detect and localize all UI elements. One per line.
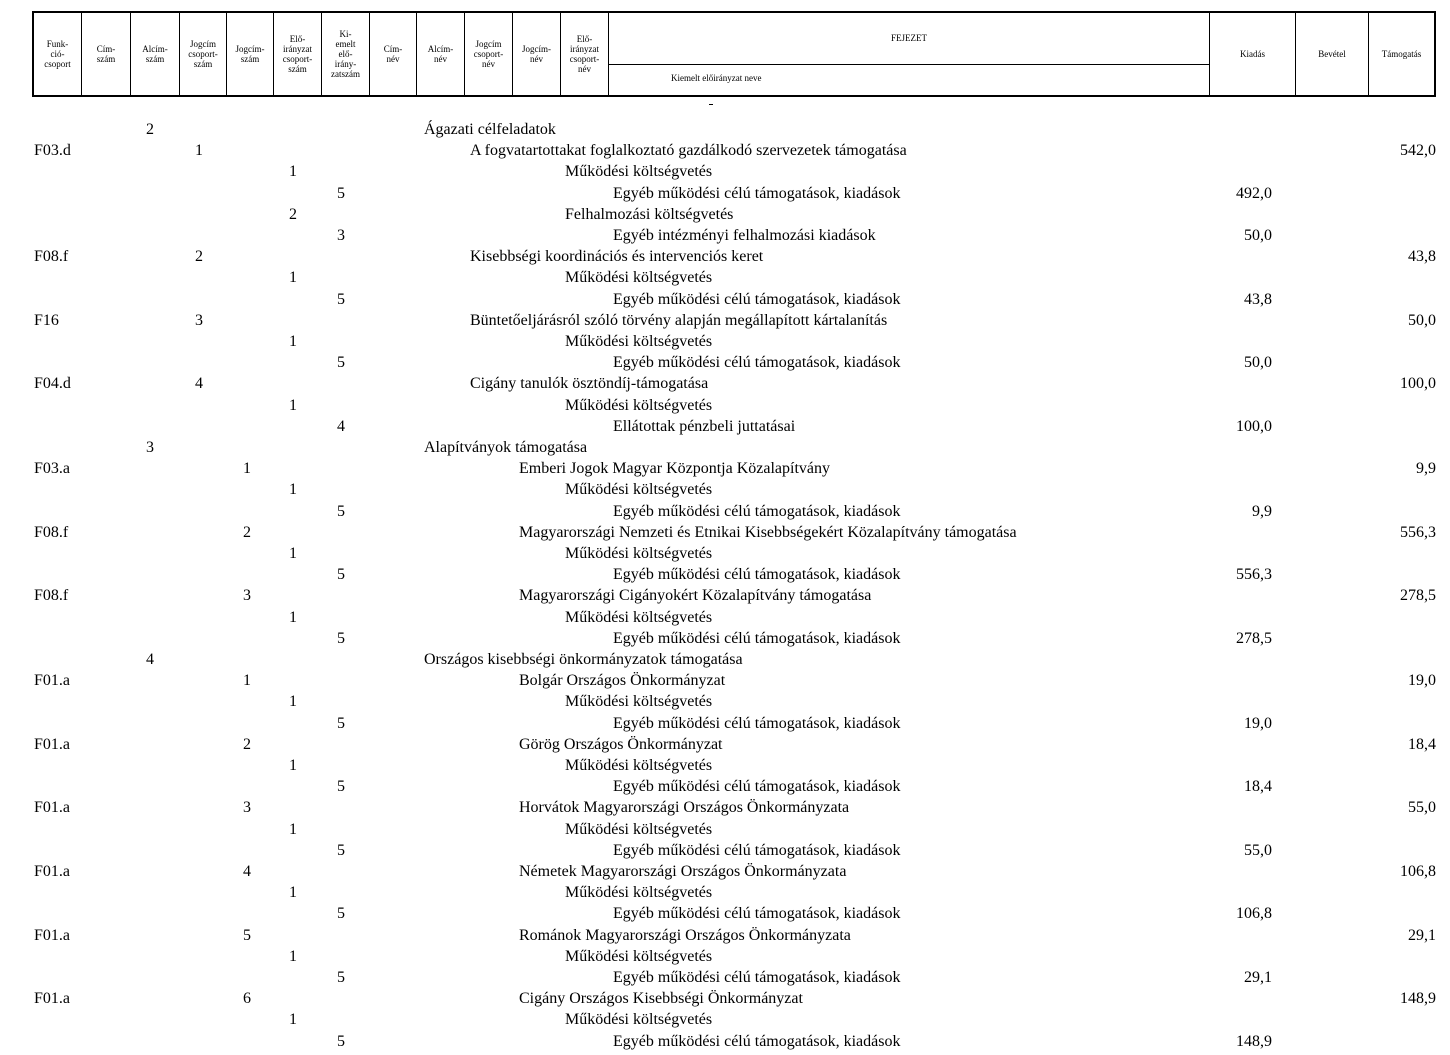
table-row [0, 819, 1450, 840]
row-tamogatas: 148,9 [1400, 990, 1436, 1008]
row-eloiranyzat-csoport-szam: 1 [289, 396, 297, 414]
header-fejezet-divider [609, 64, 1209, 65]
table-row [0, 140, 1450, 161]
row-name: Egyéb működési célú támogatások, kiadások [613, 290, 901, 308]
table-row [0, 267, 1450, 288]
row-name: Egyéb működési célú támogatások, kiadások [613, 184, 901, 202]
row-name: Egyéb működési célú támogatások, kiadások [613, 714, 901, 732]
row-name: Büntetőeljárásról szóló törvény alapján megállapított kártalanítás [470, 311, 888, 329]
row-kiadas: 55,0 [1244, 841, 1272, 859]
row-name: Ágazati célfeladatok [424, 121, 556, 138]
row-kiemelt-eloiranyzat-szam: 5 [337, 969, 345, 986]
table-row [0, 670, 1450, 691]
row-kiemelt-eloiranyzat-szam: 5 [337, 629, 345, 647]
table-row [0, 543, 1450, 564]
header-bevetel: Bevétel [1296, 13, 1369, 95]
header-alcim-szam: Alcím- szám [131, 13, 180, 95]
row-funkcio: F08.f [34, 248, 69, 266]
row-kiadas: 19,0 [1244, 714, 1272, 732]
table-row [0, 861, 1450, 882]
row-name: Egyéb működési célú támogatások, kiadások [613, 778, 901, 796]
row-name: Egyéb működési célú támogatások, kiadások [613, 1032, 901, 1050]
row-funkcio: F04.d [34, 375, 71, 393]
row-name: Németek Magyarországi Országos Önkormányzata [519, 863, 847, 880]
row-tamogatas: 50,0 [1408, 311, 1436, 329]
row-jogcim-csoport-szam: 4 [243, 863, 251, 880]
table-row [0, 373, 1450, 394]
row-kiadas: 50,0 [1244, 227, 1272, 244]
row-eloiranyzat-csoport-szam: 1 [289, 884, 297, 902]
row-funkcio: F03.a [34, 460, 70, 478]
row-eloiranyzat-csoport-szam: 2 [289, 205, 297, 223]
row-kiemelt-eloiranyzat-szam: 5 [337, 290, 345, 308]
row-kiemelt-eloiranyzat-szam: 3 [337, 227, 345, 244]
row-funkcio: F16 [34, 311, 59, 329]
table-row [0, 331, 1450, 352]
row-kiemelt-eloiranyzat-szam: 5 [337, 184, 345, 202]
row-name: Működési költségvetés [565, 163, 713, 181]
row-name: Cigány Országos Kisebbségi Önkormányzat [519, 990, 803, 1008]
row-name: Egyéb működési célú támogatások, kiadások [613, 841, 901, 859]
table-row [0, 161, 1450, 182]
row-kiadas: 148,9 [1236, 1032, 1272, 1050]
row-kiadas: 50,0 [1244, 354, 1272, 372]
row-jogcim-csoport-szam: 3 [243, 799, 251, 817]
row-funkcio: F01.a [34, 990, 70, 1008]
row-tamogatas: 278,5 [1400, 587, 1436, 605]
header-jogcim-nev: Jogcím- név [513, 13, 561, 95]
table-row [0, 522, 1450, 543]
row-name: Egyéb működési célú támogatások, kiadások [613, 629, 901, 647]
header-fejezet-title: FEJEZET [891, 33, 927, 43]
row-tamogatas: 29,1 [1408, 926, 1436, 944]
row-eloiranyzat-csoport-szam: 1 [289, 481, 297, 499]
table-row [0, 946, 1450, 967]
row-jogcim-csoport-szam: 5 [243, 926, 251, 944]
row-tamogatas: 43,8 [1408, 248, 1436, 266]
row-eloiranyzat-csoport-szam: 1 [289, 947, 297, 965]
row-name: Működési költségvetés [565, 820, 713, 838]
row-eloiranyzat-csoport-szam: 1 [289, 163, 297, 181]
table-row [0, 840, 1450, 861]
table-row [0, 437, 1450, 458]
header-alcim-nev: Alcím- név [417, 13, 465, 95]
row-tamogatas: 100,0 [1400, 375, 1436, 393]
row-funkcio: F01.a [34, 799, 70, 817]
row-name: Egyéb működési célú támogatások, kiadások [613, 566, 901, 584]
table-row [0, 628, 1450, 649]
table-row [0, 691, 1450, 712]
row-jogcim-csoport-szam: 3 [243, 587, 251, 605]
row-alcim-szam: 2 [195, 248, 203, 266]
header-jogcim-szam: Jogcím- szám [227, 13, 274, 95]
row-tamogatas: 9,9 [1416, 460, 1436, 478]
header-tamogatas: Támogatás [1381, 49, 1422, 59]
row-name: Ellátottak pénzbeli juttatásai [613, 417, 796, 435]
table-row [0, 755, 1450, 776]
row-name: Működési költségvetés [565, 757, 713, 774]
header-jogcim-csoport-nev: Jogcím csoport- név [465, 13, 513, 95]
header-kiemelt-eloiranyzat-neve: Kiemelt előirányzat neve [671, 73, 762, 83]
row-funkcio: F01.a [34, 926, 70, 944]
row-name: Országos kisebbségi önkormányzatok támogatása [424, 651, 743, 668]
row-funkcio: F01.a [34, 863, 70, 880]
row-name: Emberi Jogok Magyar Központja Közalapítvány [519, 460, 831, 478]
row-funkcio: F08.f [34, 587, 69, 605]
row-name: Egyéb intézményi felhalmozási kiadások [613, 227, 876, 244]
table-row [0, 225, 1450, 246]
header-cim-nev: Cím- név [370, 13, 417, 95]
row-cim-szam: 4 [146, 651, 154, 668]
row-eloiranyzat-csoport-szam: 1 [289, 608, 297, 626]
table-row [0, 564, 1450, 585]
table-row [0, 183, 1450, 204]
row-eloiranyzat-csoport-szam: 1 [289, 1011, 297, 1029]
row-name: Működési költségvetés [565, 333, 713, 350]
row-jogcim-csoport-szam: 2 [243, 735, 251, 753]
row-funkcio: F01.a [34, 735, 70, 753]
row-name: Működési költségvetés [565, 396, 713, 414]
table-row [0, 416, 1450, 437]
row-name: Működési költségvetés [565, 481, 713, 499]
table-row [0, 713, 1450, 734]
row-name: Kisebbségi koordinációs és intervenciós keret [470, 248, 764, 266]
header-tick-mark [709, 104, 713, 105]
row-tamogatas: 556,3 [1400, 523, 1436, 541]
row-funkcio: F01.a [34, 672, 70, 690]
row-name: Működési költségvetés [565, 269, 713, 287]
row-funkcio: F08.f [34, 523, 69, 541]
row-kiemelt-eloiranyzat-szam: 4 [337, 417, 345, 435]
table-row [0, 967, 1450, 988]
row-cim-szam: 2 [146, 121, 154, 138]
row-kiemelt-eloiranyzat-szam: 5 [337, 354, 345, 372]
header-eloiranyzat-csoport-szam: Elő- irányzat csoport- szám [274, 13, 322, 95]
table-row [0, 479, 1450, 500]
row-kiadas: 492,0 [1236, 184, 1272, 202]
row-name: Cigány tanulók ösztöndíj-támogatása [470, 375, 709, 393]
row-eloiranyzat-csoport-szam: 1 [289, 269, 297, 287]
header-kiemelt-eloiranyzat-szam: Ki- emelt elő- irány- zatszám [322, 13, 370, 95]
table-row [0, 988, 1450, 1009]
row-name: Görög Országos Önkormányzat [519, 735, 723, 753]
row-jogcim-csoport-szam: 6 [243, 990, 251, 1008]
header-cim-szam: Cím- szám [82, 13, 131, 95]
row-eloiranyzat-csoport-szam: 1 [289, 333, 297, 350]
row-kiadas: 100,0 [1236, 417, 1272, 435]
row-name: A fogvatartottakat foglalkoztató gazdálkodó szervezetek támogatása [470, 142, 907, 160]
row-kiemelt-eloiranyzat-szam: 5 [337, 778, 345, 796]
table-row [0, 1009, 1450, 1030]
row-name: Működési költségvetés [565, 693, 713, 711]
row-name: Működési költségvetés [565, 884, 713, 902]
row-name: Egyéb működési célú támogatások, kiadások [613, 502, 901, 520]
header-fejezet [609, 13, 1210, 95]
row-eloiranyzat-csoport-szam: 1 [289, 757, 297, 774]
table-row [0, 649, 1450, 670]
row-kiemelt-eloiranyzat-szam: 5 [337, 905, 345, 923]
table-row [0, 776, 1450, 797]
row-kiemelt-eloiranyzat-szam: 5 [337, 714, 345, 732]
header-kiadas: Kiadás [1210, 13, 1296, 95]
table-row [0, 289, 1450, 310]
table-row [0, 585, 1450, 606]
row-kiadas: 556,3 [1236, 566, 1272, 584]
table-row [0, 607, 1450, 628]
row-tamogatas: 55,0 [1408, 799, 1436, 817]
row-alcim-szam: 3 [195, 311, 203, 329]
table-row [0, 246, 1450, 267]
header-jogcim-csoport-szam: Jogcím csoport- szám [180, 13, 227, 95]
table-row [0, 310, 1450, 331]
row-name: Működési költségvetés [565, 545, 713, 562]
header-eloiranyzat-csoport-nev: Elő- irányzat csoport- név [561, 13, 609, 95]
row-eloiranyzat-csoport-szam: 1 [289, 693, 297, 711]
header-funkcio-csoport: Funk- ció- csoport [34, 13, 82, 95]
row-name: Egyéb működési célú támogatások, kiadások [613, 969, 901, 986]
row-alcim-szam: 1 [195, 142, 203, 160]
row-tamogatas: 18,4 [1408, 735, 1436, 753]
table-row [0, 903, 1450, 924]
table-header [32, 11, 1436, 97]
table-row [0, 925, 1450, 946]
row-name: Magyarországi Cigányokért Közalapítvány támogatása [519, 587, 872, 605]
row-kiemelt-eloiranyzat-szam: 5 [337, 1032, 345, 1050]
row-tamogatas: 542,0 [1400, 142, 1436, 160]
row-funkcio: F03.d [34, 142, 71, 160]
table-row [0, 1031, 1450, 1052]
row-name: Egyéb működési célú támogatások, kiadások [613, 905, 901, 923]
row-tamogatas: 106,8 [1400, 863, 1436, 880]
row-kiemelt-eloiranyzat-szam: 5 [337, 841, 345, 859]
row-kiemelt-eloiranyzat-szam: 5 [337, 502, 345, 520]
row-tamogatas: 19,0 [1408, 672, 1436, 690]
row-kiadas: 9,9 [1252, 502, 1272, 520]
table-row [0, 882, 1450, 903]
table-row [0, 797, 1450, 818]
row-kiadas: 29,1 [1244, 969, 1272, 986]
table-row [0, 119, 1450, 140]
row-name: Horvátok Magyarországi Országos Önkormányzata [519, 799, 850, 817]
row-cim-szam: 3 [146, 439, 154, 456]
row-name: Bolgár Országos Önkormányzat [519, 672, 726, 690]
row-jogcim-csoport-szam: 1 [243, 460, 251, 478]
table-row [0, 204, 1450, 225]
table-row [0, 458, 1450, 479]
table-row [0, 734, 1450, 755]
table-row [0, 501, 1450, 522]
row-name: Működési költségvetés [565, 1011, 713, 1029]
row-name: Magyarországi Nemzeti és Etnikai Kisebbségekért Közalapítvány támogatása [519, 523, 1017, 541]
row-name: Működési költségvetés [565, 947, 713, 965]
row-name: Felhalmozási költségvetés [565, 205, 734, 223]
row-name: Egyéb működési célú támogatások, kiadások [613, 354, 901, 372]
row-name: Működési költségvetés [565, 608, 713, 626]
row-kiemelt-eloiranyzat-szam: 5 [337, 566, 345, 584]
table-row [0, 352, 1450, 373]
row-jogcim-csoport-szam: 2 [243, 523, 251, 541]
row-kiadas: 278,5 [1236, 629, 1272, 647]
row-alcim-szam: 4 [195, 375, 203, 393]
row-kiadas: 18,4 [1244, 778, 1272, 796]
row-kiadas: 43,8 [1244, 290, 1272, 308]
row-kiadas: 106,8 [1236, 905, 1272, 923]
row-eloiranyzat-csoport-szam: 1 [289, 820, 297, 838]
row-name: Románok Magyarországi Országos Önkormányzata [519, 926, 851, 944]
table-row [0, 395, 1450, 416]
row-name: Alapítványok támogatása [424, 439, 588, 456]
row-jogcim-csoport-szam: 1 [243, 672, 251, 690]
row-eloiranyzat-csoport-szam: 1 [289, 545, 297, 562]
